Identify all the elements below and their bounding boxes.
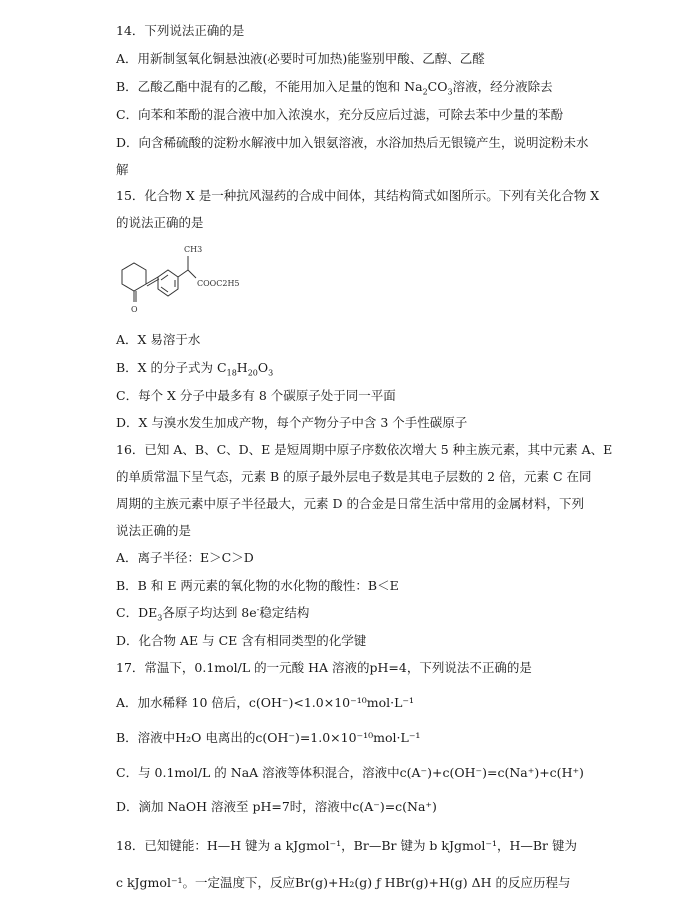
q16-option-d: D．化合物 AE 与 CE 含有相同类型的化学键 — [116, 633, 367, 648]
q16-stem-line2: 的单质常温下呈气态，元素 B 的原子最外层电子数是其电子层数的 2 倍，元素 C 在同 — [116, 469, 592, 484]
q16-option-a: A．离子半径：E＞C＞D — [116, 550, 254, 565]
q16-option-c: C．$DE_3$各原子均达到 8e-稳定结构 — [116, 604, 310, 623]
q17-stem: 17．常温下，0.1mol/L 的一元酸 HA 溶液的pH=4，下列说法不正确的是 — [116, 660, 532, 675]
q14-option-d-line1: D．向含稀硫酸的淀粉水解液中加入银氨溶液，水浴加热后无银镜产生，说明淀粉未水 — [116, 135, 589, 150]
ester-label: COOC2H5 — [197, 279, 240, 288]
q15-option-a: A．X 易溶于水 — [116, 332, 201, 347]
q16-stem-line3: 周期的主族元素中原子半径最大，元素 D 的合金是日常生活中常用的金属材料，下列 — [116, 496, 584, 511]
q16-stem-line1: 16．已知 A、B、C、D、E 是短周期中原子序数依次增大 5 种主族元素，其中元素 A、E — [116, 442, 613, 457]
q14-option-a: A．用新制氢氧化铜悬浊液(必要时可加热)能鉴别甲酸、乙醇、乙醛 — [116, 51, 485, 66]
q16-stem-line4: 说法正确的是 — [116, 523, 192, 538]
q14-option-d-line2: 解 — [116, 162, 129, 177]
q14-option-c: C．向苯和苯酚的混合液中加入浓溴水，充分反应后过滤，可除去苯中少量的苯酚 — [116, 107, 564, 122]
q18-line2: c kJgmol⁻¹。一定温度下，反应Br(g)+H₂(g) ƒ HBr(g)+H(g) ΔH 的反应历程与 — [116, 875, 571, 890]
q15-option-c: C．每个 X 分子中最多有 8 个碳原子处于同一平面 — [116, 388, 396, 403]
q16-option-b: B．B 和 E 两元素的氧化物的水化物的酸性：B＜E — [116, 578, 399, 593]
q18-line1: 18．已知键能：H—H 键为 a kJgmol⁻¹，Br—Br 键为 b kJgmol⁻¹，H—Br 键为 — [116, 838, 578, 853]
q17-option-d: D．滴加 NaOH 溶液至 pH=7时，溶液中c(A⁻)=c(Na⁺) — [116, 799, 437, 814]
q15-stem-line2: 的说法正确的是 — [116, 215, 204, 230]
q14-stem: 14．下列说法正确的是 — [116, 23, 245, 38]
ch3-label: CH3 — [184, 245, 203, 254]
q17-option-a: A．加水稀释 10 倍后，c(OH⁻)<1.0×10⁻¹⁰mol·L⁻¹ — [116, 695, 414, 710]
q15-option-d: D．X 与溴水发生加成产物，每个产物分子中含 3 个手性碳原子 — [116, 415, 468, 430]
q15-option-b: B．X 的分子式为 $C_{18}H_{20}O_3$ — [116, 360, 274, 378]
q17-option-c: C．与 0.1mol/L 的 NaA 溶液等体积混合，溶液中c(A⁻)+c(OH⁻)=c(Na⁺)+c(H⁺) — [116, 765, 584, 780]
oxygen-label: O — [131, 305, 138, 314]
q15-stem-line1: 15．化合物 X 是一种抗风湿药的合成中间体，其结构简式如图所示。下列有关化合物 X — [116, 188, 600, 203]
structural-formula — [112, 240, 272, 320]
q14-option-b: B．乙酸乙酯中混有的乙酸，不能用加入足量的饱和 $Na_2CO_3$溶液，经分液除去 — [116, 79, 553, 97]
q17-option-b: B．溶液中H₂O 电离出的c(OH⁻)=1.0×10⁻¹⁰mol·L⁻¹ — [116, 730, 421, 745]
